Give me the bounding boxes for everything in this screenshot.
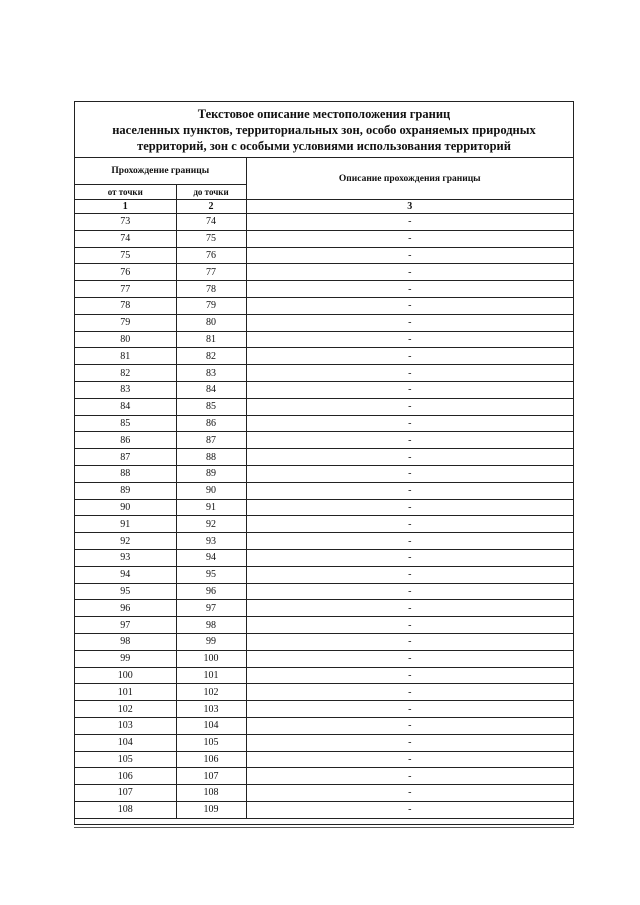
to-point-cell: 89 <box>176 465 246 482</box>
from-point-cell: 81 <box>75 348 176 365</box>
description-cell: - <box>246 801 573 818</box>
table-row <box>75 566 573 583</box>
table-row <box>75 785 573 802</box>
description-cell: - <box>246 583 573 600</box>
to-header: до точки <box>176 185 246 200</box>
description-cell: - <box>246 499 573 516</box>
to-point-cell: 87 <box>176 432 246 449</box>
from-point-cell: 74 <box>75 230 176 247</box>
description-cell: - <box>246 247 573 264</box>
title-line-1: Текстовое описание местоположения границ <box>197 106 451 121</box>
description-cell: - <box>246 482 573 499</box>
from-point-cell: 77 <box>75 281 176 298</box>
to-point-cell: 95 <box>176 566 246 583</box>
to-point-cell: 103 <box>176 701 246 718</box>
from-point-cell: 80 <box>75 331 176 348</box>
to-point-cell: 97 <box>176 600 246 617</box>
table-row <box>75 365 573 382</box>
description-cell: - <box>246 331 573 348</box>
boundary-table <box>75 158 573 819</box>
description-cell: - <box>246 449 573 466</box>
table-row <box>75 516 573 533</box>
from-point-cell: 78 <box>75 297 176 314</box>
from-point-cell: 95 <box>75 583 176 600</box>
to-point-cell: 76 <box>176 247 246 264</box>
table-row <box>75 449 573 466</box>
from-point-cell: 92 <box>75 533 176 550</box>
to-point-cell: 94 <box>176 549 246 566</box>
from-point-cell: 98 <box>75 633 176 650</box>
from-point-cell: 97 <box>75 617 176 634</box>
description-cell: - <box>246 432 573 449</box>
from-point-cell: 104 <box>75 734 176 751</box>
table-row <box>75 600 573 617</box>
to-point-cell: 93 <box>176 533 246 550</box>
table-row <box>75 684 573 701</box>
table-row <box>75 331 573 348</box>
from-point-cell: 101 <box>75 684 176 701</box>
table-body <box>75 214 573 819</box>
col-number-3: 3 <box>246 200 573 214</box>
from-header: от точки <box>75 185 176 200</box>
from-point-cell: 76 <box>75 264 176 281</box>
to-point-cell: 84 <box>176 381 246 398</box>
from-point-cell: 103 <box>75 717 176 734</box>
table-row <box>75 650 573 667</box>
from-point-cell: 89 <box>75 482 176 499</box>
from-point-cell: 84 <box>75 398 176 415</box>
description-cell: - <box>246 516 573 533</box>
table-row <box>75 297 573 314</box>
from-point-cell: 85 <box>75 415 176 432</box>
to-point-cell: 80 <box>176 314 246 331</box>
table-row <box>75 499 573 516</box>
description-cell: - <box>246 549 573 566</box>
table-row <box>75 264 573 281</box>
description-cell: - <box>246 365 573 382</box>
table-row <box>75 398 573 415</box>
table-row <box>75 214 573 231</box>
table-row <box>75 617 573 634</box>
table-row <box>75 247 573 264</box>
bottom-rule <box>74 827 574 828</box>
table-row <box>75 314 573 331</box>
description-cell: - <box>246 734 573 751</box>
table-row <box>75 482 573 499</box>
description-cell: - <box>246 667 573 684</box>
from-point-cell: 94 <box>75 566 176 583</box>
description-cell: - <box>246 230 573 247</box>
from-point-cell: 82 <box>75 365 176 382</box>
from-point-cell: 91 <box>75 516 176 533</box>
to-point-cell: 108 <box>176 785 246 802</box>
to-point-cell: 74 <box>176 214 246 231</box>
header-row <box>75 158 573 185</box>
from-point-cell: 105 <box>75 751 176 768</box>
to-point-cell: 88 <box>176 449 246 466</box>
to-point-cell: 106 <box>176 751 246 768</box>
description-cell: - <box>246 264 573 281</box>
description-cell: - <box>246 465 573 482</box>
from-point-cell: 107 <box>75 785 176 802</box>
to-point-cell: 100 <box>176 650 246 667</box>
from-point-cell: 99 <box>75 650 176 667</box>
to-point-cell: 78 <box>176 281 246 298</box>
from-point-cell: 87 <box>75 449 176 466</box>
table-row <box>75 734 573 751</box>
table-row <box>75 230 573 247</box>
description-cell: - <box>246 768 573 785</box>
description-cell: - <box>246 214 573 231</box>
table-row <box>75 381 573 398</box>
document-title <box>75 102 573 158</box>
description-cell: - <box>246 717 573 734</box>
col-number-2: 2 <box>176 200 246 214</box>
from-point-cell: 90 <box>75 499 176 516</box>
to-point-cell: 81 <box>176 331 246 348</box>
from-point-cell: 96 <box>75 600 176 617</box>
to-point-cell: 82 <box>176 348 246 365</box>
to-point-cell: 79 <box>176 297 246 314</box>
to-point-cell: 102 <box>176 684 246 701</box>
description-cell: - <box>246 701 573 718</box>
from-point-cell: 102 <box>75 701 176 718</box>
description-cell: - <box>246 785 573 802</box>
col-number-1: 1 <box>75 200 176 214</box>
description-cell: - <box>246 650 573 667</box>
from-point-cell: 73 <box>75 214 176 231</box>
to-point-cell: 101 <box>176 667 246 684</box>
description-cell: - <box>246 617 573 634</box>
description-cell: - <box>246 533 573 550</box>
to-point-cell: 75 <box>176 230 246 247</box>
from-point-cell: 88 <box>75 465 176 482</box>
to-point-cell: 104 <box>176 717 246 734</box>
from-point-cell: 86 <box>75 432 176 449</box>
to-point-cell: 90 <box>176 482 246 499</box>
desc-header: Описание прохождения границы <box>246 158 573 200</box>
to-point-cell: 107 <box>176 768 246 785</box>
table-row <box>75 348 573 365</box>
table-row <box>75 768 573 785</box>
table-row <box>75 281 573 298</box>
to-point-cell: 86 <box>176 415 246 432</box>
from-point-cell: 79 <box>75 314 176 331</box>
table-row <box>75 533 573 550</box>
table-row <box>75 751 573 768</box>
description-cell: - <box>246 381 573 398</box>
table-row <box>75 667 573 684</box>
from-point-cell: 75 <box>75 247 176 264</box>
to-point-cell: 85 <box>176 398 246 415</box>
to-point-cell: 98 <box>176 617 246 634</box>
description-cell: - <box>246 751 573 768</box>
to-point-cell: 83 <box>176 365 246 382</box>
title-line-2: населенных пунктов, территориальных зон, особо охраняемых природных <box>112 122 536 137</box>
to-point-cell: 99 <box>176 633 246 650</box>
to-point-cell: 109 <box>176 801 246 818</box>
table-row <box>75 701 573 718</box>
description-cell: - <box>246 348 573 365</box>
to-point-cell: 77 <box>176 264 246 281</box>
to-point-cell: 92 <box>176 516 246 533</box>
from-point-cell: 108 <box>75 801 176 818</box>
description-cell: - <box>246 566 573 583</box>
to-point-cell: 105 <box>176 734 246 751</box>
table-row <box>75 583 573 600</box>
group-header: Прохождение границы <box>75 158 246 185</box>
from-point-cell: 106 <box>75 768 176 785</box>
title-line-3: территорий, зон с особыми условиями использования территорий <box>137 138 511 153</box>
to-point-cell: 91 <box>176 499 246 516</box>
description-cell: - <box>246 684 573 701</box>
table-row <box>75 633 573 650</box>
table-row <box>75 549 573 566</box>
description-cell: - <box>246 297 573 314</box>
from-point-cell: 83 <box>75 381 176 398</box>
description-cell: - <box>246 314 573 331</box>
table-row <box>75 465 573 482</box>
table-row <box>75 415 573 432</box>
table-row <box>75 432 573 449</box>
description-cell: - <box>246 398 573 415</box>
description-cell: - <box>246 633 573 650</box>
from-point-cell: 100 <box>75 667 176 684</box>
table-row <box>75 717 573 734</box>
description-cell: - <box>246 600 573 617</box>
column-number-row <box>75 200 573 214</box>
table-row <box>75 801 573 818</box>
boundary-table-frame <box>74 101 574 825</box>
from-point-cell: 93 <box>75 549 176 566</box>
description-cell: - <box>246 281 573 298</box>
description-cell: - <box>246 415 573 432</box>
to-point-cell: 96 <box>176 583 246 600</box>
